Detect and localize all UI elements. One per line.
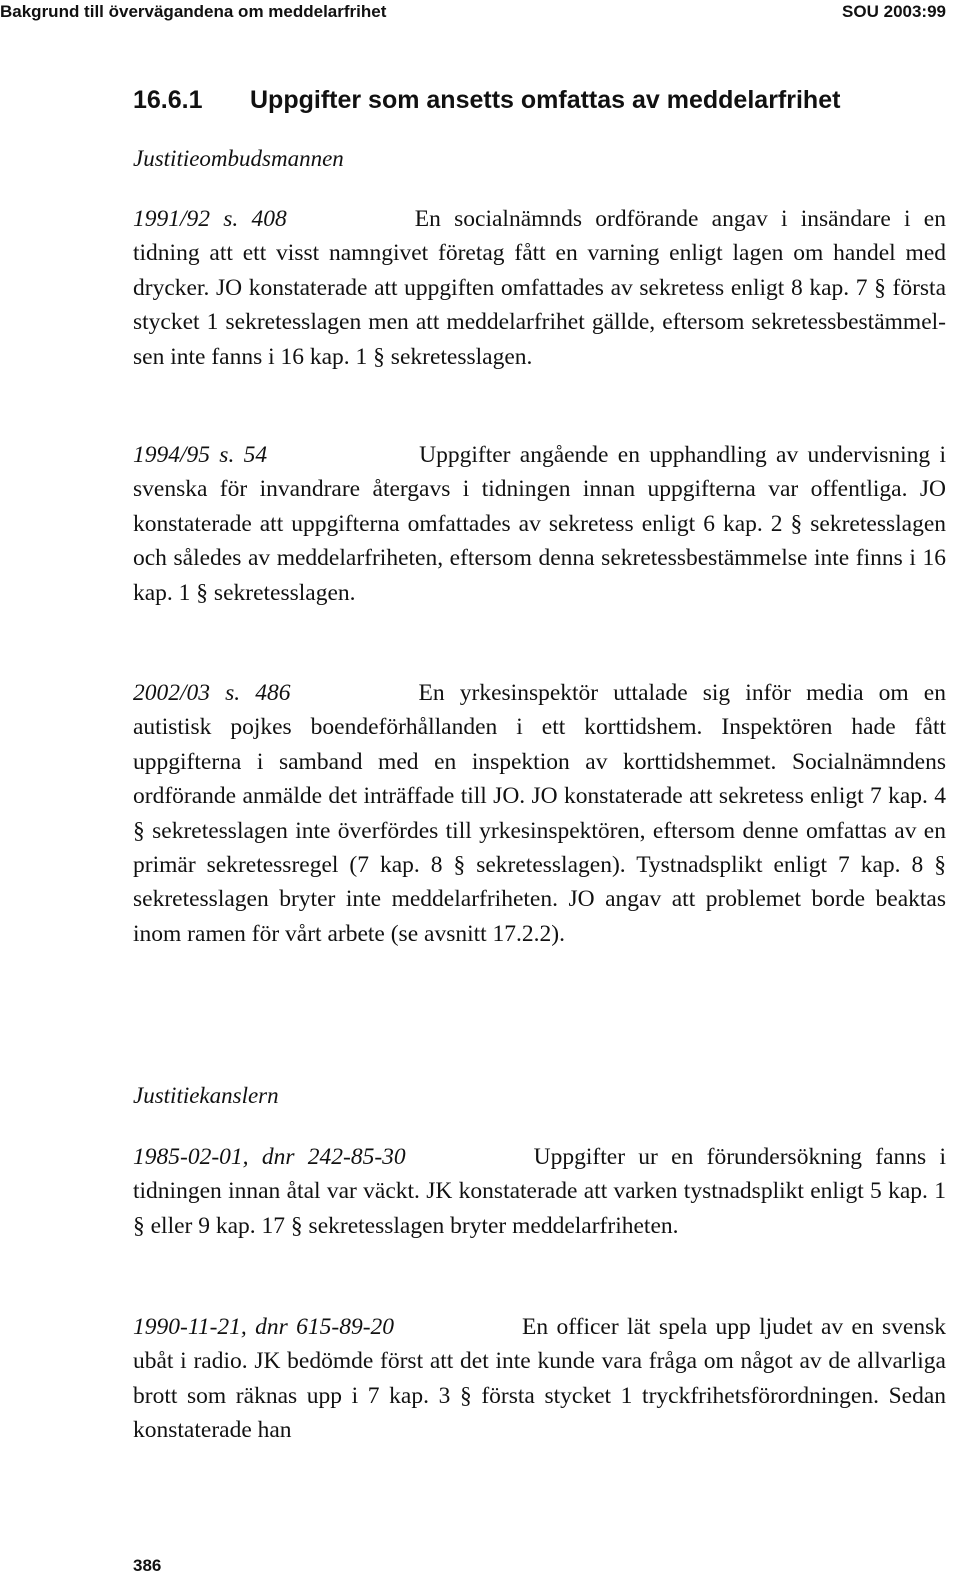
entry-reference: 1994/95 s. 54 xyxy=(133,442,268,468)
subheading-jo: Justitieombudsmannen xyxy=(133,146,344,171)
running-head-report-id: SOU 2003:99 xyxy=(842,2,946,21)
entry-reference: 1990-11-21, dnr 615-89-20 xyxy=(133,1314,395,1340)
entry-text: En yrkesinspektör uttalade sig inför media om en autistisk pojkes boendeförhållanden i ett korttidshem. Inspektören hade fått uppgifterna i samband med en inspektion av korttidshemmet. Socialnämndens ordförande anmälde det inträffade till JO. JO konstaterade att sekretess enligt 7 kap. 4 § sekretesslagen inte överfördes till yrkesinspektören, eftersom denne omfattas av en primär sekretessregel (7 kap. 8 § sekretesslagen). Tystnadsplikt enligt 7 kap. 8 § sekretesslagen bryter inte meddelarfriheten. JO angav att problemet borde beaktas inom ramen för vårt arbete (se avsnitt 17.2.2). xyxy=(133,680,946,947)
running-head-title: Bakgrund till övervägandena om meddelarfrihet xyxy=(0,2,387,21)
entry-jo-1991 xyxy=(133,202,946,374)
entry-text: Uppgifter angående en upphandling av undervisning i svenska för invandrare återgavs i tidningen innan uppgifterna var offentliga. JO konstaterade att uppgifterna omfattades av sekretess enligt 6 kap. 2 § sekretesslagen och således av meddelarfriheten, eftersom denna sekretessbestämmelse inte finns i 16 kap. 1 § sekretesslagen. xyxy=(133,442,946,606)
entry-reference: 2002/03 s. 486 xyxy=(133,680,291,706)
page-number: 386 xyxy=(133,1556,162,1575)
entry-reference: 1991/92 s. 408 xyxy=(133,206,287,232)
entry-text: En officer lät spela upp ljudet av en svensk ubåt i radio. JK bedömde först att det inte kunde vara fråga om något av de allvarliga brott som räknas upp i 7 kap. 3 § första stycket 1 tryckfrihetsförordningen. Sedan konstaterade han xyxy=(133,1314,946,1444)
entry-jk-1985 xyxy=(133,1140,946,1243)
section-number: 16.6.1 xyxy=(133,86,203,114)
entry-text: En socialnämnds ordförande angav i insändare i en tidning att ett visst namngivet företag fått en varning enligt lagen om handel med drycker. JO konstaterade att uppgiften omfattades av sekretess enligt 8 kap. 7 § första stycket 1 sekretesslagen men att meddelarfrihet gällde, eftersom sekretessbestämmelsen inte fanns i 16 kap. 1 § sekretesslagen. xyxy=(133,206,946,370)
running-head xyxy=(0,0,960,26)
section-title: Uppgifter som ansetts omfattas av meddelarfrihet xyxy=(250,86,841,114)
section-heading xyxy=(133,86,840,115)
entry-jk-1990 xyxy=(133,1310,946,1448)
entry-jo-2002 xyxy=(133,676,946,951)
subheading-jk: Justitiekanslern xyxy=(133,1083,279,1108)
entry-text: Uppgifter ur en förundersökning fanns i tidningen innan åtal var väckt. JK konstaterade att varken tystnadsplikt enligt 5 kap. 1 § eller 9 kap. 17 § sekretesslagen bryter meddelarfriheten. xyxy=(133,1144,946,1239)
entry-jo-1994 xyxy=(133,438,946,610)
entry-reference: 1985-02-01, dnr 242-85-30 xyxy=(133,1144,406,1170)
